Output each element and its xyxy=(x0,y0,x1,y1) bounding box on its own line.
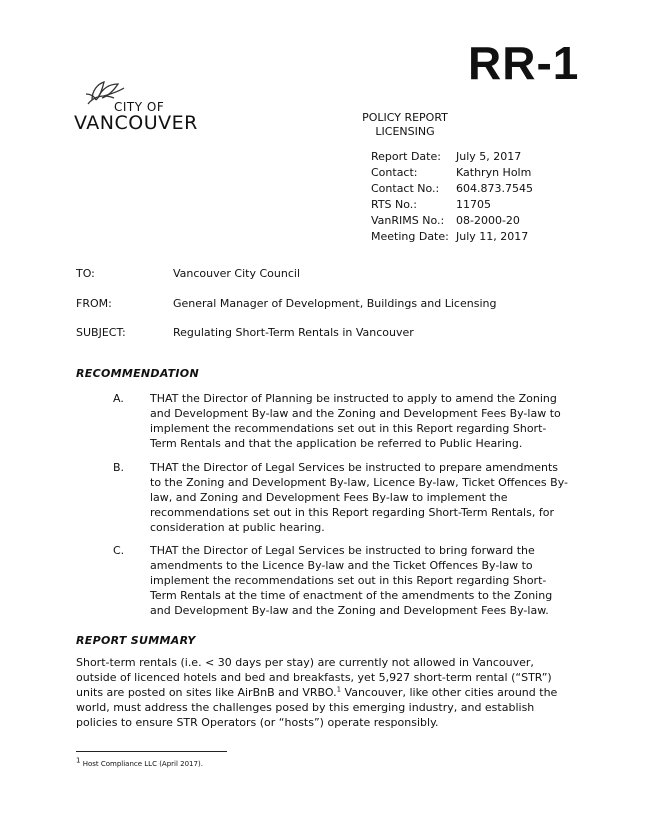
meta-value: 08-2000-20 xyxy=(456,214,520,227)
meta-row xyxy=(371,229,533,245)
recommendation-item-c xyxy=(113,543,570,618)
recommendation-heading: RECOMMENDATION xyxy=(76,367,199,380)
meta-key: Report Date: xyxy=(371,150,441,163)
to-label: TO: xyxy=(76,267,95,280)
meta-row xyxy=(371,213,533,229)
meta-value: July 11, 2017 xyxy=(456,230,529,243)
from-line xyxy=(76,297,496,310)
item-text: THAT the Director of Legal Services be instructed to prepare amendments to the Zoning and Development By-law, Licence By-law, Ticket Offences By-law, and Zoning and Development Fees By-law to implement the recommendations set out in this Report regarding Short-Term Rentals, for consideration at public hearing. xyxy=(150,461,568,534)
footnote-text: Host Compliance LLC (April 2017). xyxy=(80,760,203,768)
logo-city-of: CITY OF xyxy=(114,100,165,114)
meta-row xyxy=(371,165,533,181)
report-summary-heading: REPORT SUMMARY xyxy=(76,634,196,647)
meta-key: Meeting Date: xyxy=(371,230,449,243)
footnote xyxy=(76,756,203,768)
policy-report-title xyxy=(362,111,448,139)
item-label: B. xyxy=(113,461,125,474)
from-value: General Manager of Development, Buildings and Licensing xyxy=(173,297,497,310)
meta-key: RTS No.: xyxy=(371,198,418,211)
summary-text-before: Short-term rentals (i.e. < 30 days per stay) are currently not allowed in Vancouver, outside of licenced hotels and bed and breakfasts, yet 5,927 short-term rental (“STR”) units are posted on sites like AirBnB and VRBO. xyxy=(76,656,552,699)
licensing-line: LICENSING xyxy=(375,125,435,138)
report-id: RR-1 xyxy=(468,37,580,89)
item-label: A. xyxy=(113,392,124,405)
meta-key: VanRIMS No.: xyxy=(371,214,445,227)
footnote-number: 1 xyxy=(76,756,81,765)
subject-value: Regulating Short-Term Rentals in Vancouver xyxy=(173,326,414,339)
meta-key: Contact: xyxy=(371,166,418,179)
recommendation-item-b xyxy=(113,460,570,535)
report-meta xyxy=(371,149,533,245)
subject-line xyxy=(76,326,414,339)
summary-text-after: Vancouver, like other cities around the world, must address the challenges posed by this emerging industry, and establish policies to ensure STR Operators (or “hosts”) operate responsibly. xyxy=(76,686,558,729)
meta-row xyxy=(371,181,533,197)
to-line xyxy=(76,267,300,280)
meta-key: Contact No.: xyxy=(371,182,440,195)
report-summary-text xyxy=(76,655,576,730)
item-text: THAT the Director of Planning be instructed to apply to amend the Zoning and Development By-law and the Zoning and Development Fees By-law to implement the recommendations set out in this Report regarding Short-Term Rentals and that the application be referred to Public Hearing. xyxy=(150,392,561,450)
item-text: THAT the Director of Legal Services be instructed to bring forward the amendments to the Licence By-law and the Ticket Offences By-law to implement the recommendations set out in this Report regarding Short-Term Rentals at the time of enactment of the amendments to the Zoning and Development By-law and the Zoning and Development Fees By-law. xyxy=(150,544,553,617)
city-logo xyxy=(74,78,234,138)
footnote-ref: 1 xyxy=(336,685,342,694)
recommendation-item-a xyxy=(113,391,570,451)
subject-label: SUBJECT: xyxy=(76,326,126,339)
meta-value: Kathryn Holm xyxy=(456,166,532,179)
to-value: Vancouver City Council xyxy=(173,267,300,280)
logo-vancouver: VANCOUVER xyxy=(74,112,198,134)
item-label: C. xyxy=(113,544,125,557)
policy-report-line: POLICY REPORT xyxy=(362,111,448,124)
meta-row xyxy=(371,149,533,165)
meta-row xyxy=(371,197,533,213)
meta-value: July 5, 2017 xyxy=(456,150,522,163)
meta-value: 604.873.7545 xyxy=(456,182,533,195)
from-label: FROM: xyxy=(76,297,112,310)
footnote-divider xyxy=(76,751,227,752)
meta-value: 11705 xyxy=(456,198,491,211)
